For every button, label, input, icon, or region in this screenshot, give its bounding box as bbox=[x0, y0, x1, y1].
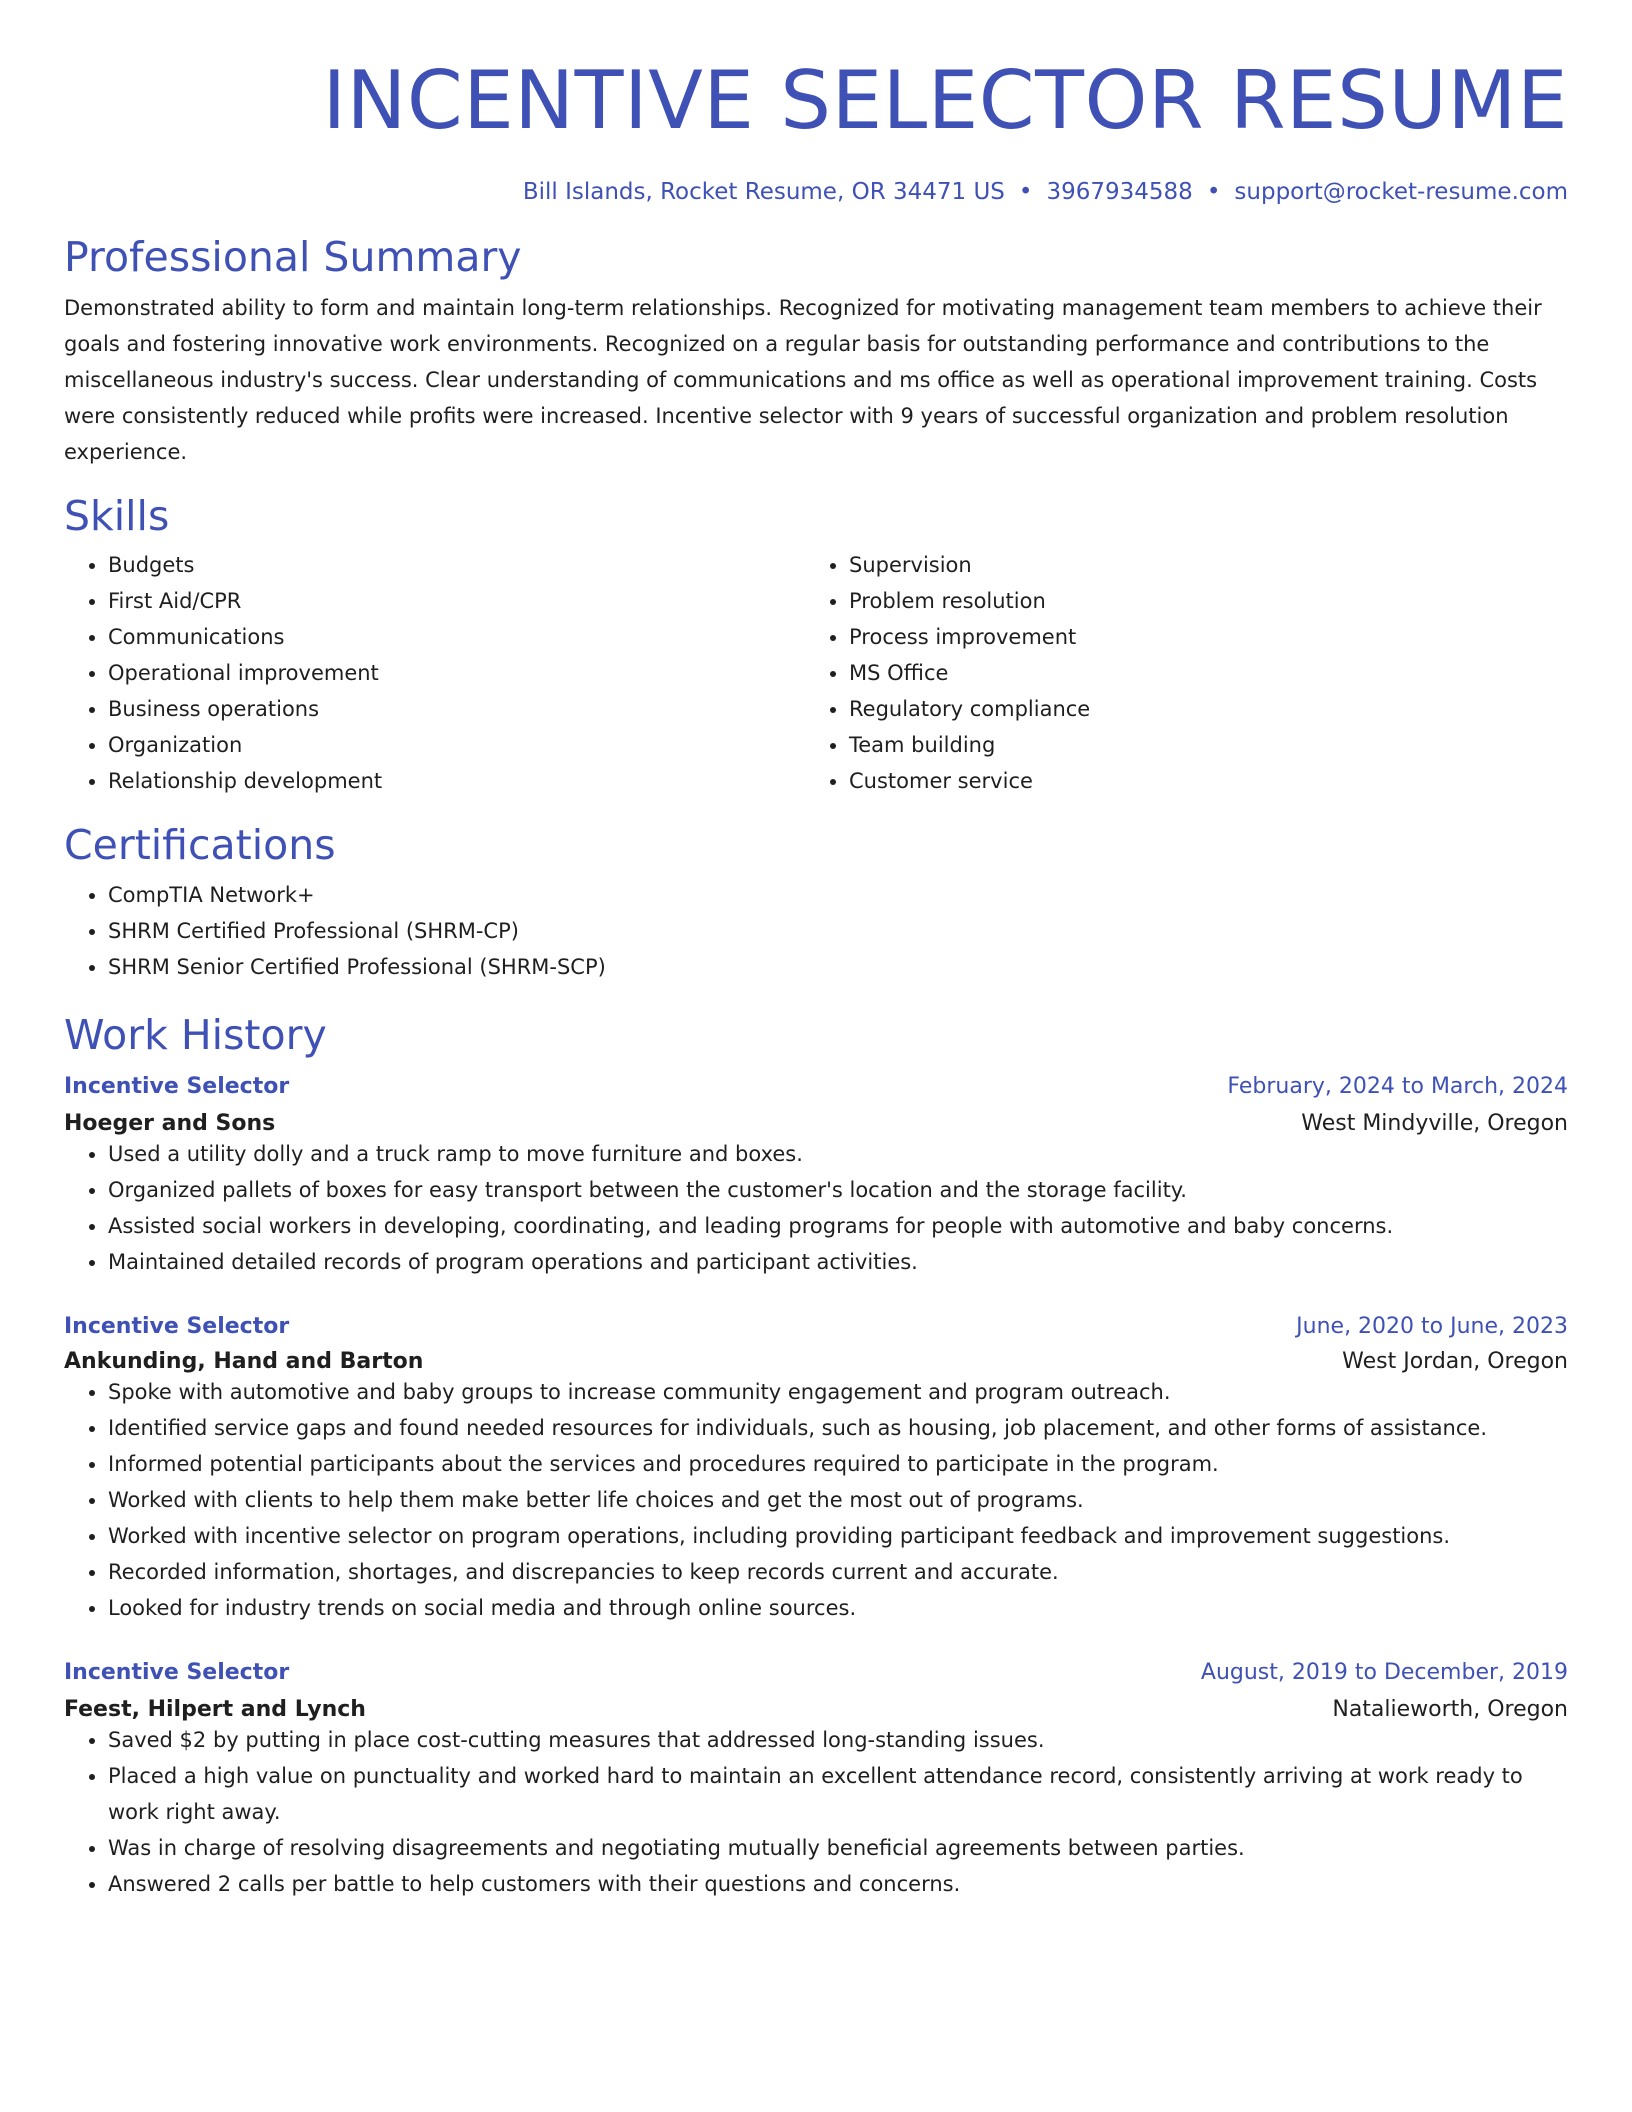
job-duties bbox=[64, 1374, 1568, 1626]
skill-item: • Budgets bbox=[108, 547, 805, 583]
summary-heading: Professional Summary bbox=[64, 233, 522, 281]
job-dates: February, 2024 to March, 2024 bbox=[1227, 1073, 1568, 1099]
resume-title: INCENTIVE SELECTOR RESUME bbox=[322, 54, 1568, 147]
work-history-heading: Work History bbox=[64, 1010, 327, 1059]
skill-item: • Organization bbox=[108, 727, 805, 763]
skill-item: • Communications bbox=[108, 619, 805, 655]
job-duty: • Informed potential participants about the services and procedures required to participate in the program. bbox=[108, 1446, 1568, 1482]
contact-separator: • bbox=[1018, 179, 1033, 205]
certifications-list bbox=[64, 877, 1568, 985]
job-entry bbox=[64, 1074, 1568, 1280]
job-company: Hoeger and Sons bbox=[64, 1110, 276, 1136]
job-entry bbox=[64, 1660, 1568, 1902]
job-duties bbox=[64, 1136, 1568, 1280]
job-entry bbox=[64, 1314, 1568, 1626]
job-location: West Jordan, Oregon bbox=[1342, 1348, 1568, 1374]
job-duty: • Recorded information, shortages, and discrepancies to keep records current and accurate. bbox=[108, 1554, 1568, 1590]
job-duty: • Looked for industry trends on social media and through online sources. bbox=[108, 1590, 1568, 1626]
skill-item: • MS Office bbox=[849, 655, 1546, 691]
job-duty: • Maintained detailed records of program operations and participant activities. bbox=[108, 1244, 1568, 1280]
skills-list bbox=[64, 547, 1568, 799]
skill-item: • Supervision bbox=[849, 547, 1546, 583]
job-dates: August, 2019 to December, 2019 bbox=[1200, 1659, 1568, 1685]
job-location: West Mindyville, Oregon bbox=[1301, 1110, 1568, 1136]
skills-heading: Skills bbox=[64, 492, 170, 541]
skill-item: • Relationship development bbox=[108, 763, 805, 799]
contact-line bbox=[64, 179, 1568, 205]
skills-column-right bbox=[805, 547, 1546, 799]
skill-item: • First Aid/CPR bbox=[108, 583, 805, 619]
job-header bbox=[64, 1660, 1568, 1685]
job-duties bbox=[64, 1722, 1568, 1902]
job-title: Incentive Selector bbox=[64, 1313, 290, 1339]
job-company: Feest, Hilpert and Lynch bbox=[64, 1696, 366, 1722]
contact-address: Bill Islands, Rocket Resume, OR 34471 US bbox=[522, 179, 1005, 205]
job-subheader bbox=[64, 1111, 1568, 1136]
summary-text: Demonstrated ability to form and maintain long-term relationships. Recognized for motivating management team members to achieve their goals and fostering innovative work environments. Recognized on a regular basis for outstanding performance and contributions to the miscellaneous industry's success. Clear understanding of communications and ms office as well as operational improvement training. Costs were consistently reduced while profits were increased. Incentive selector with 9 years of successful organization and problem resolution experience. bbox=[64, 296, 1542, 465]
job-title: Incentive Selector bbox=[64, 1073, 290, 1099]
skill-item: • Team building bbox=[849, 727, 1546, 763]
job-duty: • Identified service gaps and found needed resources for individuals, such as housing, job placement, and other forms of assistance. bbox=[108, 1410, 1568, 1446]
certifications-heading: Certifications bbox=[64, 821, 336, 870]
contact-separator: • bbox=[1206, 179, 1221, 205]
skill-item: • Process improvement bbox=[849, 619, 1546, 655]
skill-item: • Operational improvement bbox=[108, 655, 805, 691]
job-duty: • Used a utility dolly and a truck ramp to move furniture and boxes. bbox=[108, 1136, 1568, 1172]
skill-item: • Regulatory compliance bbox=[849, 691, 1546, 727]
skill-item: • Business operations bbox=[108, 691, 805, 727]
skills-column-left bbox=[64, 547, 805, 799]
certification-item: • SHRM Certified Professional (SHRM-CP) bbox=[108, 913, 1568, 949]
job-dates: June, 2020 to June, 2023 bbox=[1296, 1313, 1568, 1339]
job-duty: • Was in charge of resolving disagreements and negotiating mutually beneficial agreements between parties. bbox=[108, 1830, 1568, 1866]
job-duty: • Worked with clients to help them make better life choices and get the most out of programs. bbox=[108, 1482, 1568, 1518]
job-header bbox=[64, 1314, 1568, 1339]
job-location: Natalieworth, Oregon bbox=[1332, 1696, 1568, 1722]
job-duty: • Worked with incentive selector on program operations, including providing participant feedback and improvement suggestions. bbox=[108, 1518, 1568, 1554]
job-duty: • Assisted social workers in developing, coordinating, and leading programs for people with automotive and baby concerns. bbox=[108, 1208, 1568, 1244]
job-duty: • Placed a high value on punctuality and worked hard to maintain an excellent attendance record, consistently arriving at work ready to work right away. bbox=[108, 1758, 1568, 1830]
contact-phone: 3967934588 bbox=[1046, 179, 1193, 205]
skill-item: • Problem resolution bbox=[849, 583, 1546, 619]
certification-item: • CompTIA Network+ bbox=[108, 877, 1568, 913]
job-title: Incentive Selector bbox=[64, 1659, 290, 1685]
job-duty: • Answered 2 calls per battle to help customers with their questions and concerns. bbox=[108, 1866, 1568, 1902]
contact-email[interactable]: support@rocket-resume.com bbox=[1234, 179, 1568, 205]
job-company: Ankunding, Hand and Barton bbox=[64, 1348, 424, 1374]
job-header bbox=[64, 1074, 1568, 1099]
job-subheader bbox=[64, 1697, 1568, 1722]
job-subheader bbox=[64, 1349, 1568, 1374]
job-duty: • Spoke with automotive and baby groups to increase community engagement and program outreach. bbox=[108, 1374, 1568, 1410]
job-duty: • Organized pallets of boxes for easy transport between the customer's location and the storage facility. bbox=[108, 1172, 1568, 1208]
job-duty: • Saved $2 by putting in place cost-cutting measures that addressed long-standing issues. bbox=[108, 1722, 1568, 1758]
skill-item: • Customer service bbox=[849, 763, 1546, 799]
certification-item: • SHRM Senior Certified Professional (SHRM-SCP) bbox=[108, 949, 1568, 985]
